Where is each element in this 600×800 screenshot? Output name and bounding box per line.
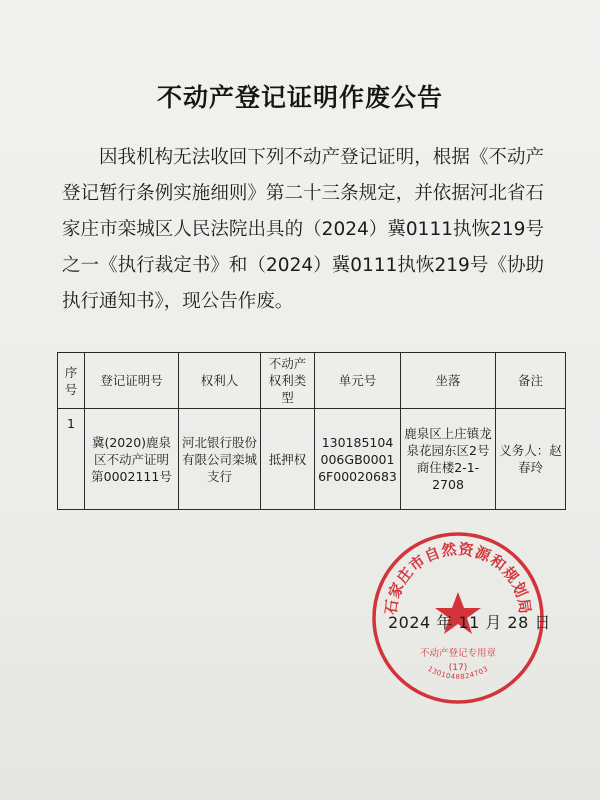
seal-bottom-text: 不动产登记专用章 <box>419 648 497 659</box>
cell-holder: 河北银行股份有限公司栾城支行 <box>179 409 261 510</box>
cell-remark: 义务人：赵春玲 <box>496 409 566 510</box>
cell-location: 鹿泉区上庄镇龙泉花园东区2号商住楼2-1-2708 <box>401 409 496 510</box>
certificate-table <box>57 352 566 510</box>
cell-unit-no: 130185104006GB00016F00020683 <box>315 409 401 510</box>
header-right-type: 不动产权利类型 <box>261 353 315 409</box>
cell-right-type: 抵押权 <box>261 409 315 510</box>
header-seq: 序号 <box>58 353 85 409</box>
cell-cert-no: 冀(2020)鹿泉区不动产证明第0002111号 <box>85 409 179 510</box>
header-location: 坐落 <box>401 353 496 409</box>
seal-top-text: 石家庄市自然资源和规划局 <box>381 539 535 616</box>
announcement-body: 因我机构无法收回下列不动产登记证明，根据《不动产登记暂行条例实施细则》第二十三条规定，并依据河北省石家庄市栾城区人民法院出具的（2024）冀0111执恢219号之一《执行裁定书》和（2024）冀0111执恢219号《协助执行通知书》，现公告作废。 <box>62 147 544 312</box>
header-cert-no: 登记证明号 <box>85 353 179 409</box>
header-unit-no: 单元号 <box>315 353 401 409</box>
cell-seq: 1 <box>58 409 85 510</box>
issue-date: 2024 年 11 月 28 日 <box>388 613 551 632</box>
table-row <box>58 409 566 510</box>
seal-code: (17) <box>448 663 468 673</box>
document-title: 不动产登记证明作废公告 <box>156 83 443 112</box>
seal-serial: 1301048824703 <box>426 664 490 681</box>
header-remark: 备注 <box>496 353 566 409</box>
table-header-row <box>58 353 566 409</box>
header-holder: 权利人 <box>179 353 261 409</box>
